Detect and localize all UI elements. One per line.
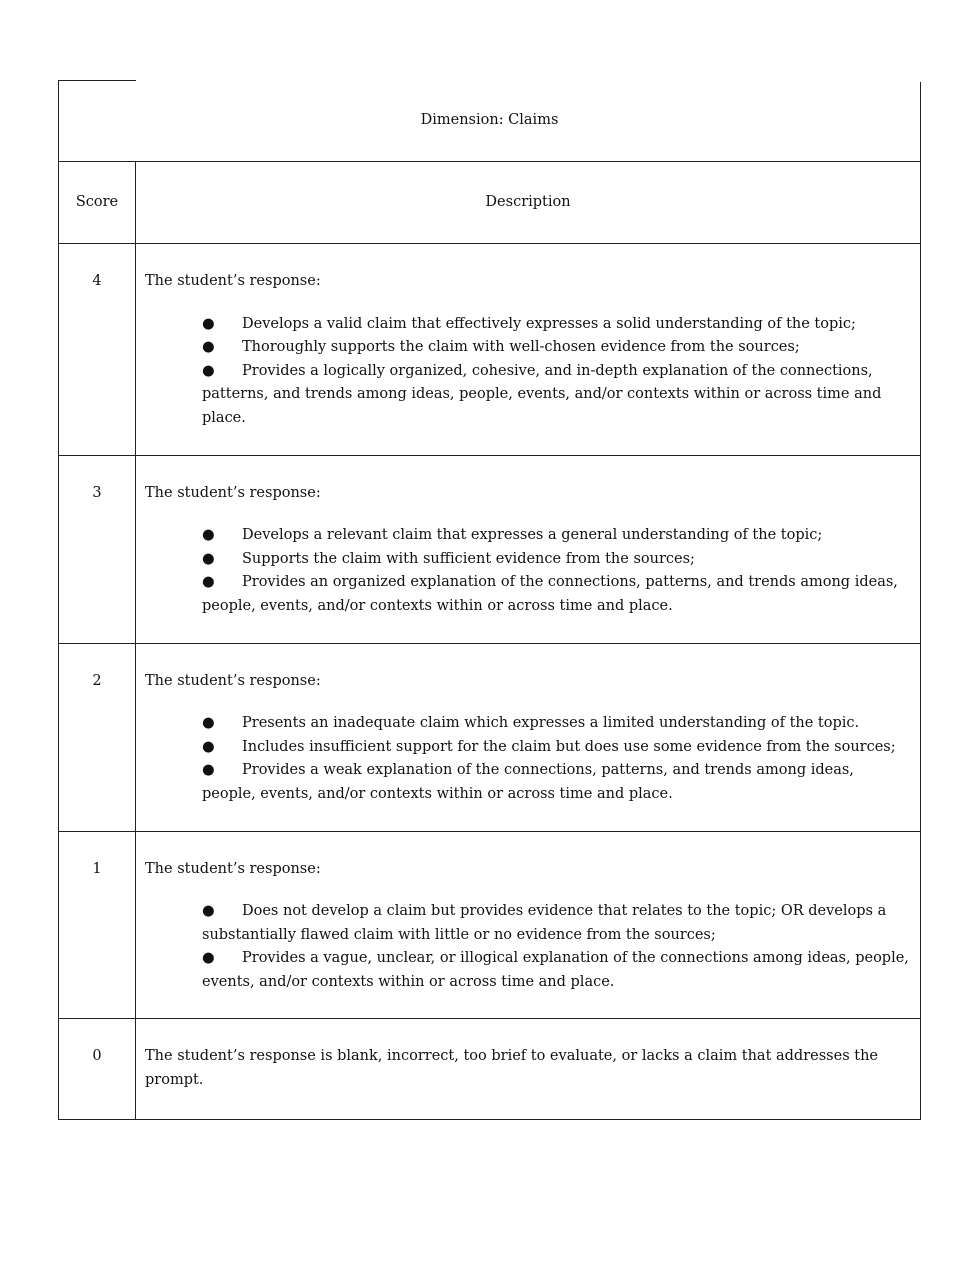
rubric-table [58, 80, 921, 1120]
criterion-text: Supports the claim with sufficient evidence from the sources; [242, 550, 695, 567]
description-cell [136, 831, 921, 1019]
criterion-text: Thoroughly supports the claim with well-chosen evidence from the sources; [242, 339, 800, 356]
table-row [59, 831, 921, 1019]
list-item [202, 571, 911, 618]
criterion-text: Provides a logically organized, cohesive, and in-depth explanation of the connections, patterns, and trends among ideas, people, events, and/or contexts within or across time and place. [202, 362, 882, 426]
header-row [59, 162, 921, 244]
open-top-border [136, 76, 922, 82]
criteria-list [145, 712, 911, 806]
description-cell [136, 244, 921, 456]
criterion-text: Develops a valid claim that effectively expresses a solid understanding of the topic; [242, 315, 856, 332]
criterion-text: Includes insufficient support for the claim but does use some evidence from the sources; [242, 738, 896, 755]
criterion-text: Provides a weak explanation of the connections, patterns, and trends among ideas, people, events, and/or contexts within or across time and place. [202, 762, 854, 802]
response-intro: The student’s response: [145, 860, 321, 877]
table-row [59, 455, 921, 643]
bullet-icon: ● [202, 315, 215, 332]
response-intro: The student’s response: [145, 672, 321, 689]
bullet-icon: ● [202, 550, 215, 567]
bullet-icon: ● [202, 715, 215, 732]
list-item [202, 548, 911, 572]
bullet-icon: ● [202, 362, 215, 379]
column-header-description: Description [136, 162, 921, 244]
criteria-list [145, 313, 911, 431]
list-item [202, 313, 911, 337]
response-intro: The student’s response: [145, 484, 321, 501]
bullet-icon: ● [202, 738, 215, 755]
bullet-icon: ● [202, 950, 215, 967]
list-item [202, 524, 911, 548]
table-title: Dimension: Claims [59, 81, 921, 162]
list-item [202, 947, 911, 994]
score-value: 2 [59, 643, 136, 831]
criterion-text: Develops a relevant claim that expresses a general understanding of the topic; [242, 527, 823, 544]
score-value: 0 [59, 1019, 136, 1119]
bullet-icon: ● [202, 339, 215, 356]
bullet-icon: ● [202, 762, 215, 779]
description-cell [136, 643, 921, 831]
score-value: 4 [59, 244, 136, 456]
column-header-score: Score [59, 162, 136, 244]
list-item [202, 360, 911, 431]
criterion-text: Provides an organized explanation of the connections, patterns, and trends among ideas, people, events, and/or contexts within or across time and place. [202, 574, 898, 614]
list-item [202, 712, 911, 736]
criteria-list [145, 524, 911, 618]
score-value: 3 [59, 455, 136, 643]
list-item [202, 736, 911, 760]
table-row [59, 244, 921, 456]
criterion-text: Presents an inadequate claim which expresses a limited understanding of the topic. [242, 715, 860, 732]
bullet-icon: ● [202, 527, 215, 544]
criteria-list [145, 900, 911, 994]
criterion-text: Provides a vague, unclear, or illogical explanation of the connections among ideas, people, events, and/or contexts within or across time and place. [202, 950, 909, 990]
list-item [202, 759, 911, 806]
table-row [59, 1019, 921, 1119]
criterion-text: Does not develop a claim but provides evidence that relates to the topic; OR develops a substantially flawed claim with little or no evidence from the sources; [202, 903, 887, 943]
score-value: 1 [59, 831, 136, 1019]
response-intro: The student’s response: [145, 273, 321, 289]
list-item [202, 900, 911, 947]
description-cell [136, 455, 921, 643]
description-cell: The student’s response is blank, incorrect, too brief to evaluate, or lacks a claim that addresses the prompt. [136, 1019, 921, 1119]
bullet-icon: ● [202, 574, 215, 591]
table-row [59, 643, 921, 831]
bullet-icon: ● [202, 903, 215, 920]
title-row [59, 81, 921, 162]
list-item [202, 336, 911, 360]
